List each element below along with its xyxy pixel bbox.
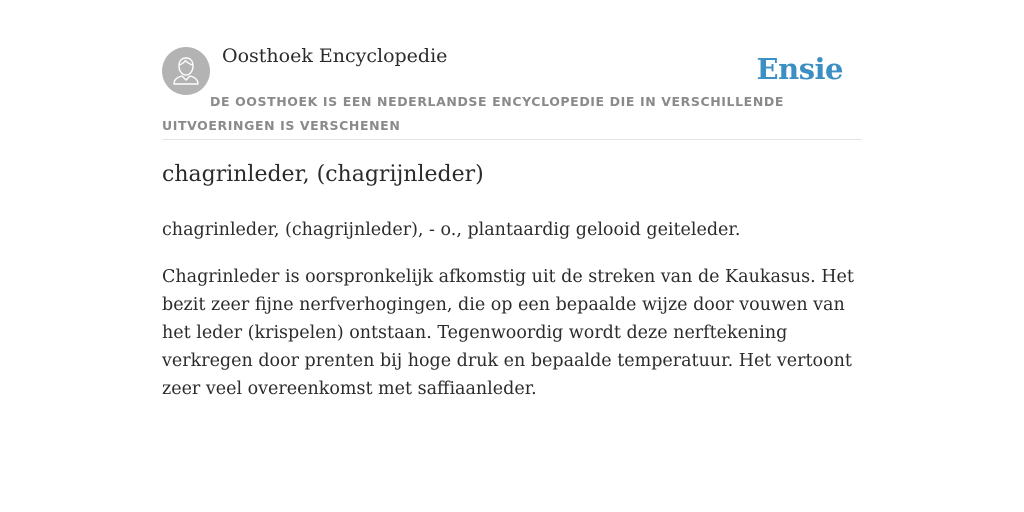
article-title: chagrinleder, (chagrijnleder) bbox=[162, 162, 484, 187]
brand-logo[interactable]: Ensie bbox=[756, 52, 843, 86]
source-title[interactable]: Oosthoek Encyclopedie bbox=[222, 45, 448, 67]
article-lemma: chagrinleder, (chagrijnleder), - o., plantaardig gelooid geiteleder. bbox=[162, 220, 741, 240]
content-container bbox=[162, 0, 862, 399]
article-body: Chagrinleder is oorspronkelijk afkomstig uit de streken van de Kaukasus. Het bezit zeer fijne nerfverhogingen, die op een bepaalde wijze door vouwen van het leder (krispelen) ontstaan. Tegenwoordig wordt deze nerftekening verkregen door prenten bij hoge druk en bepaalde temperatuur. Het vertoont zeer veel overeenkomst met saffiaanleder. bbox=[162, 267, 854, 399]
source-avatar[interactable] bbox=[162, 47, 210, 95]
source-description: DE OOSTHOEK IS EEN NEDERLANDSE ENCYCLOPEDIE DIE IN VERSCHILLENDE UITVOERINGEN IS VERSCHENEN bbox=[162, 94, 784, 133]
user-icon bbox=[162, 47, 210, 95]
source-header bbox=[162, 0, 862, 140]
